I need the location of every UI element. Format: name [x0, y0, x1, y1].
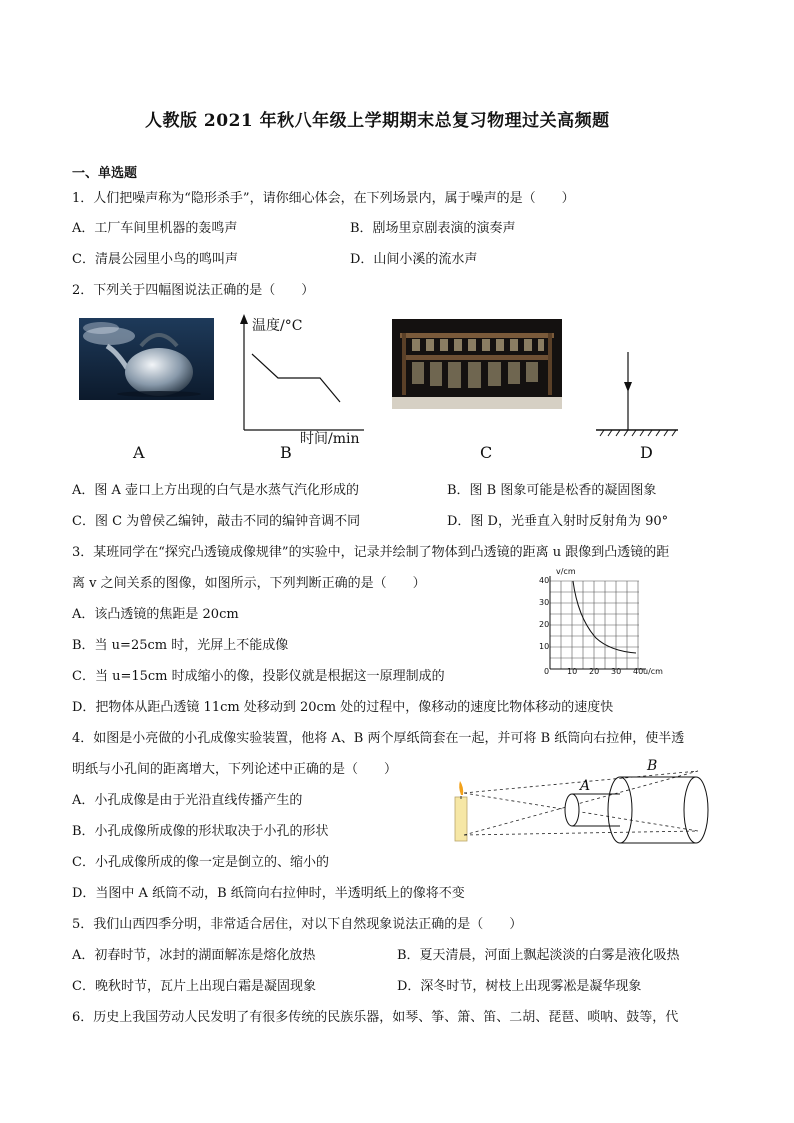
question-1-option-a[interactable]: A．工厂车间里机器的轰鸣声: [72, 221, 238, 236]
question-5-option-b[interactable]: B．夏天清晨，河面上飘起淡淡的白雾是液化吸热: [397, 948, 680, 963]
figure-c-label: C: [480, 443, 493, 462]
section-heading: 一、单选题: [72, 166, 138, 181]
question-5-option-d[interactable]: D．深冬时节，树枝上出现雾凇是凝华现象: [397, 979, 642, 994]
question-2-stem: 2．下列关于四幅图说法正确的是（ ）: [72, 283, 315, 298]
question-4-figure-label-a: A: [580, 778, 591, 794]
question-3-option-c[interactable]: C．当 u=15cm 时成缩小的像，投影仪就是根据这一原理制成的: [72, 669, 445, 684]
figure-b-x-axis-label: 时间/min: [300, 431, 360, 447]
question-3-graph-y-tick: 20: [539, 620, 550, 629]
question-1-option-c[interactable]: C．清晨公园里小鸟的鸣叫声: [72, 252, 238, 267]
question-5-option-c[interactable]: C．晚秋时节，瓦片上出现白霜是凝固现象: [72, 979, 316, 994]
question-4-stem-line-2: 明纸与小孔间的距离增大，下列论述中正确的是（ ）: [72, 762, 398, 777]
question-2-option-d[interactable]: D．图 D，光垂直入射时反射角为 90°: [447, 514, 669, 529]
question-3-stem-line-2: 离 v 之间关系的图像，如图所示，下列判断正确的是（ ）: [72, 576, 426, 591]
question-3-graph-y-label: v/cm: [556, 567, 576, 576]
question-1-stem: 1．人们把噪声称为“隐形杀手”，请你细心体会，在下列场景内，属于噪声的是（ ）: [72, 191, 575, 206]
figure-c-chime-bells-photo: [392, 319, 562, 409]
question-3-graph-x-tick: 10: [567, 667, 578, 676]
question-3-option-d[interactable]: D．把物体从距凸透镜 11cm 处移动到 20cm 处的过程中，像移动的速度比物体移动的速度快: [72, 700, 614, 715]
figure-d-reflection-diagram: [592, 348, 682, 440]
question-1-option-d[interactable]: D．山间小溪的流水声: [350, 252, 478, 267]
question-5-stem: 5．我们山西四季分明，非常适合居住，对以下自然现象说法正确的是（ ）: [72, 917, 523, 932]
question-3-graph-x-tick: 40: [633, 667, 644, 676]
question-3-graph-x-tick: 20: [589, 667, 600, 676]
question-3-graph-x-label: u/cm: [643, 667, 663, 676]
question-4-option-b[interactable]: B．小孔成像所成像的形状取决于小孔的形状: [72, 824, 329, 839]
question-2-option-a[interactable]: A．图 A 壶口上方出现的白气是水蒸气汽化形成的: [72, 483, 360, 498]
question-6-stem: 6．历史上我国劳动人民发明了有很多传统的民族乐器，如琴、筝、箫、笛、二胡、琵琶、唢呐、鼓等，代: [72, 1010, 679, 1025]
page-title: 人教版 2021 年秋八年级上学期期末总复习物理过关高频题: [145, 111, 610, 131]
question-4-option-c[interactable]: C．小孔成像所成的像一定是倒立的、缩小的: [72, 855, 329, 870]
figure-a-kettle-photo: [79, 318, 214, 400]
question-4-option-d[interactable]: D．当图中 A 纸筒不动，B 纸筒向右拉伸时，半透明纸上的像将不变: [72, 886, 465, 901]
question-3-option-a[interactable]: A．该凸透镜的焦距是 20cm: [72, 607, 239, 622]
question-2-option-b[interactable]: B．图 B 图象可能是松香的凝固图象: [447, 483, 657, 498]
figure-a-label: A: [133, 443, 145, 462]
question-1-option-b[interactable]: B．剧场里京剧表演的演奏声: [350, 221, 516, 236]
question-3-option-b[interactable]: B．当 u=25cm 时，光屏上不能成像: [72, 638, 289, 653]
question-3-graph-y-tick: 10: [539, 642, 550, 651]
question-4-figure-label-b: B: [647, 758, 658, 774]
question-3-graph-x-tick: 30: [611, 667, 622, 676]
question-3-graph-origin: 0: [544, 667, 550, 676]
question-4-stem-line-1: 4．如图是小亮做的小孔成像实验装置，他将 A、B 两个厚纸筒套在一起，并可将 B 纸筒向右拉伸，使半透: [72, 731, 685, 746]
figure-b-y-axis-label: 温度/°C: [252, 318, 303, 334]
figure-d-label: D: [640, 443, 653, 462]
question-3-graph-y-tick: 30: [539, 598, 550, 607]
question-2-option-c[interactable]: C．图 C 为曾侯乙编钟，敲击不同的编钟音调不同: [72, 514, 361, 529]
question-5-option-a[interactable]: A．初春时节，冰封的湖面解冻是熔化放热: [72, 948, 316, 963]
figure-b-label: B: [280, 443, 292, 462]
question-3-stem-line-1: 3．某班同学在“探究凸透镜成像规律”的实验中，记录并绘制了物体到凸透镜的距离 u 跟像到凸透镜的距: [72, 545, 670, 560]
question-4-option-a[interactable]: A．小孔成像是由于光沿直线传播产生的: [72, 793, 303, 808]
question-3-graph-y-tick: 40: [539, 576, 550, 585]
